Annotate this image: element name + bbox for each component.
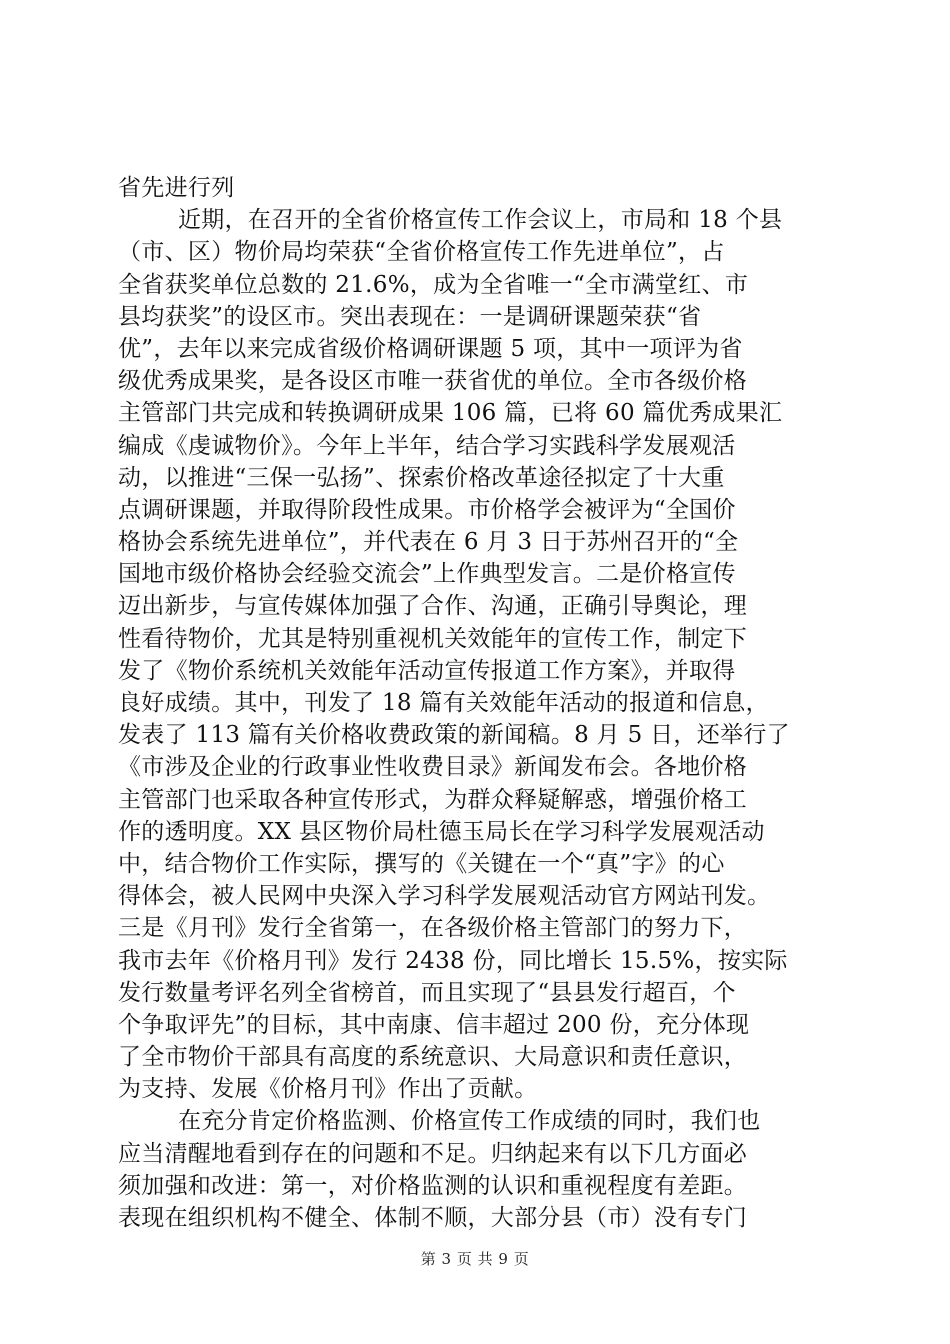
text-line: 我市去年《价格月刊》发行 2438 份，同比增长 15.5%，按实际 <box>118 947 788 974</box>
body-text <box>118 172 834 1234</box>
text-line: 县均获奖”的设区市。突出表现在：一是调研课题荣获“省 <box>118 303 702 330</box>
text-line: 全省获奖单位总数的 21.6%，成为全省唯一“全市满堂红、市 <box>118 271 749 298</box>
text-line: 主管部门也采取各种宣传形式，为群众释疑解惑，增强价格工 <box>118 786 748 813</box>
text-line: 须加强和改进：第一，对价格监测的认识和重视程度有差距。 <box>118 1172 748 1199</box>
text-line: 发了《物价系统机关效能年活动宣传报道工作方案》，并取得 <box>118 657 736 684</box>
page-number: 第 3 页 共 9 页 <box>420 1250 530 1268</box>
text-line: 点调研课题，并取得阶段性成果。市价格学会被评为“全国价 <box>118 496 736 523</box>
text-line: 编成《虔诚物价》。今年上半年，结合学习实践科学发展观活 <box>118 432 736 459</box>
text-line: 迈出新步，与宣传媒体加强了合作、沟通，正确引导舆论，理 <box>118 593 748 620</box>
text-line: 为支持、发展《价格月刊》作出了贡献。 <box>118 1076 538 1103</box>
text-line: 应当清醒地看到存在的问题和不足。归纳起来有以下几方面必 <box>118 1140 748 1167</box>
text-line: 动，以推进“三保一弘扬”、探索价格改革途径拟定了十大重 <box>118 464 725 491</box>
text-line: 作的透明度。XX 县区物价局杜德玉局长在学习科学发展观活动 <box>118 818 765 845</box>
text-line: 个争取评先”的目标，其中南康、信丰超过 200 份，充分体现 <box>118 1011 750 1038</box>
text-line: 性看待物价，尤其是特别重视机关效能年的宣传工作，制定下 <box>118 625 748 652</box>
text-line: 发行数量考评名列全省榜首，而且实现了“县县发行超百，个 <box>118 979 736 1006</box>
text-line: 得体会，被人民网中央深入学习科学发展观活动官方网站刊发。 <box>118 883 771 910</box>
text-line: 《市涉及企业的行政事业性收费目录》新闻发布会。各地价格 <box>118 754 748 781</box>
text-line: 了全市物价干部具有高度的系统意识、大局意识和责任意识， <box>118 1044 748 1071</box>
text-line: 级优秀成果奖，是各设区市唯一获省优的单位。全市各级价格 <box>118 368 748 395</box>
text-line: 主管部门共完成和转换调研成果 106 篇，已将 60 篇优秀成果汇 <box>118 400 783 427</box>
text-line: 近期，在召开的全省价格宣传工作会议上，市局和 18 个县 <box>178 207 783 234</box>
text-line: 国地市级价格协会经验交流会”上作典型发言。二是价格宣传 <box>118 561 736 588</box>
text-line: 三是《月刊》发行全省第一，在各级价格主管部门的努力下， <box>118 915 748 942</box>
text-line: 良好成绩。其中，刊发了 18 篇有关效能年活动的报道和信息， <box>118 690 769 716</box>
text-line: 格协会系统先进单位”，并代表在 6 月 3 日于苏州召开的“全 <box>118 529 739 556</box>
text-line: （市、区）物价局均荣获“全省价格宣传工作先进单位”，占 <box>118 239 725 266</box>
text-line: 发表了 113 篇有关价格收费政策的新闻稿。8 月 5 日，还举行了 <box>118 722 790 749</box>
text-line: 中，结合物价工作实际，撰写的《关键在一个“真”字》的心 <box>118 850 725 877</box>
text-line: 在充分肯定价格监测、价格宣传工作成绩的同时，我们也 <box>178 1108 761 1135</box>
text-line: 省先进行列 <box>118 175 235 201</box>
text-line: 优”，去年以来完成省级价格调研课题 5 项，其中一项评为省 <box>118 335 743 362</box>
text-line: 表现在组织机构不健全、体制不顺，大部分县（市）没有专门 <box>118 1205 748 1231</box>
